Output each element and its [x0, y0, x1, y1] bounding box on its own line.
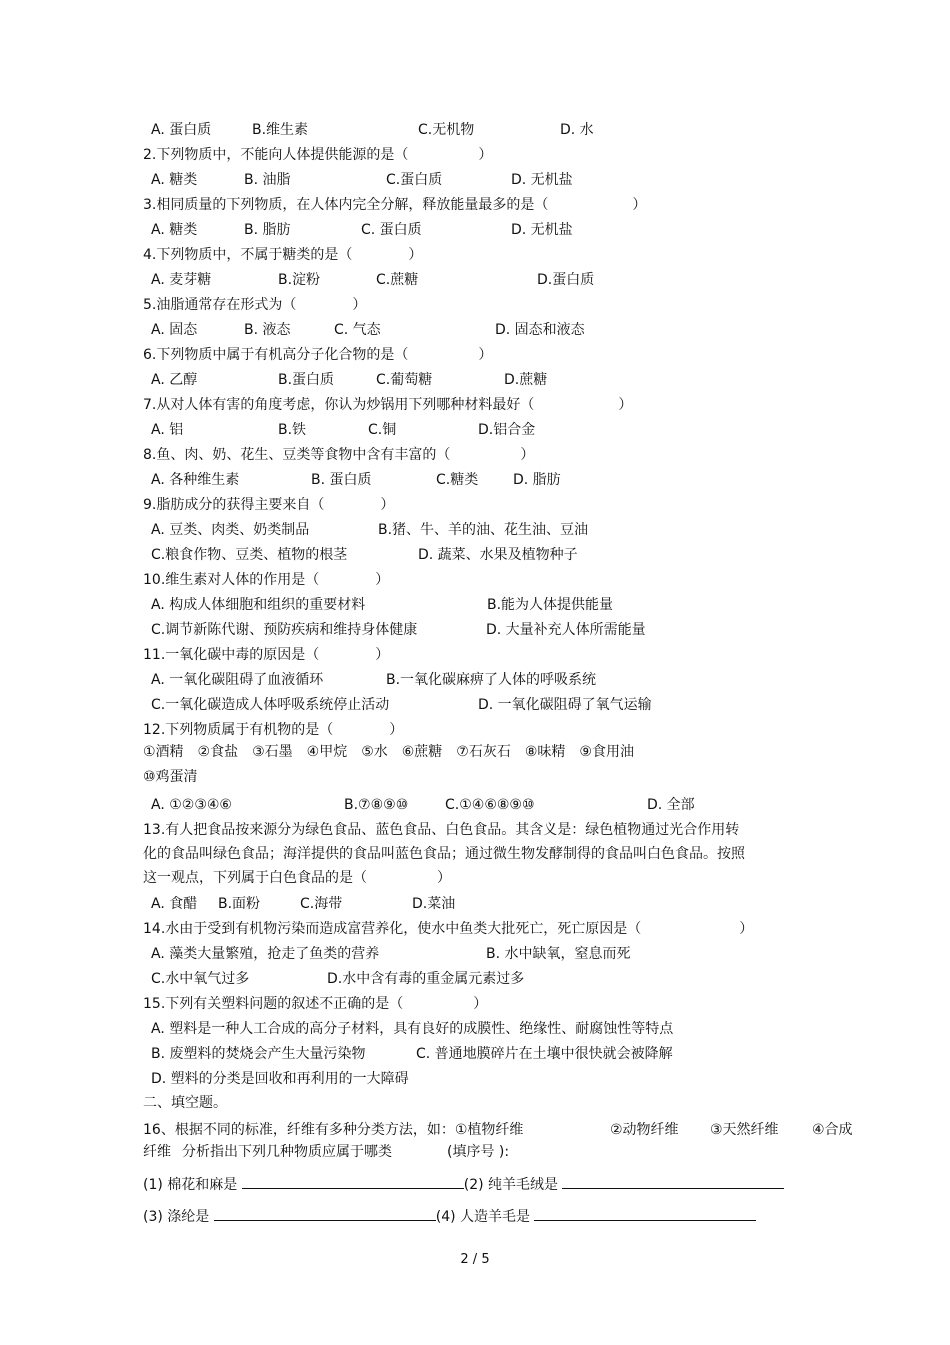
option-choice: D. 一氧化碳阻碍了氧气运输 [478, 697, 652, 713]
question-text: 8.鱼、肉、奶、花生、豆类等食物中含有丰富的（ ） [143, 447, 535, 463]
option-choice: D. 脂肪 [513, 472, 561, 488]
option-choice: ③天然纤维 [710, 1122, 779, 1138]
option-choice: C. 气态 [334, 322, 381, 338]
option-choice: A. 构成人体细胞和组织的重要材料 [151, 597, 366, 613]
option-choice: B.蛋白质 [278, 372, 335, 388]
option-choice: D. 无机盐 [511, 172, 573, 188]
option-choice: B.铁 [278, 422, 307, 438]
page-number: 2 / 5 [460, 1252, 490, 1267]
option-choice: C.铜 [368, 422, 397, 438]
option-choice: B.淀粉 [278, 272, 321, 288]
question-text: 13.有人把食品按来源分为绿色食品、蓝色食品、白色食品。其含义是：绿色植物通过光合作用转 [143, 822, 740, 838]
option-choice: A. 塑料是一种人工合成的高分子材料，具有良好的成膜性、绝缘性、耐腐蚀性等特点 [151, 1021, 674, 1037]
option-choice: B. 液态 [244, 322, 291, 338]
option-choice: D. 塑料的分类是回收和再利用的一大障碍 [151, 1071, 409, 1087]
option-choice: C.糖类 [436, 472, 479, 488]
fill-label-2: (2) 纯羊毛绒是 [463, 1177, 559, 1193]
option-choice: B. 脂肪 [244, 222, 291, 238]
option-choice: C. 普通地膜碎片在土壤中很快就会被降解 [416, 1046, 673, 1062]
option-choice: B.能为人体提供能量 [487, 597, 614, 613]
option-choice: 分析指出下列几种物质应属于哪类 [182, 1144, 392, 1160]
option-choice: A. 各种维生素 [151, 472, 240, 488]
question-text: 化的食品叫绿色食品；海洋提供的食品叫蓝色食品；通过微生物发酵制得的食品叫白色食品。按照 [143, 846, 745, 862]
question-text: 9.脂肪成分的获得主要来自（ ） [143, 497, 395, 513]
option-choice: B. 蛋白质 [311, 472, 372, 488]
question-text: ⑩鸡蛋清 [143, 769, 198, 785]
question-text: 11.一氧化碳中毒的原因是（ ） [143, 647, 390, 663]
option-choice: A. 蛋白质 [151, 122, 212, 138]
option-choice: C.蔗糖 [376, 272, 419, 288]
option-choice: A. 糖类 [151, 222, 198, 238]
option-choice: A. 糖类 [151, 172, 198, 188]
option-choice: A. 藻类大量繁殖，抢走了鱼类的营养 [151, 946, 380, 962]
option-choice: 16、根据不同的标准，纤维有多种分类方法，如：①植物纤维 [143, 1122, 524, 1138]
fill-label-4: (4) 人造羊毛是 [435, 1209, 531, 1225]
option-choice: A. 乙醇 [151, 372, 198, 388]
question-text: 二、填空题。 [143, 1095, 227, 1111]
option-choice: D.铝合金 [478, 422, 536, 438]
option-choice: B.猪、牛、羊的油、花生油、豆油 [378, 522, 589, 538]
question-text: ①酒精 ②食盐 ③石墨 ④甲烷 ⑤水 ⑥蔗糖 ⑦石灰石 ⑧味精 ⑨食用油 [143, 744, 634, 760]
question-text: 4.下列物质中，不属于糖类的是（ ） [143, 247, 423, 263]
question-text: 这一观点，下列属于白色食品的是（ ） [143, 870, 451, 886]
option-choice: C.无机物 [418, 122, 475, 138]
option-choice: D. 全部 [647, 797, 695, 813]
option-choice: 纤维 [143, 1144, 171, 1160]
option-choice: D. 无机盐 [511, 222, 573, 238]
answer-blank-4[interactable] [534, 1208, 756, 1221]
option-choice: D.水中含有毒的重金属元素过多 [327, 971, 525, 987]
option-choice: D. 水 [560, 122, 594, 138]
question-text: 6.下列物质中属于有机高分子化合物的是（ ） [143, 347, 493, 363]
option-choice: C.水中氧气过多 [151, 971, 250, 987]
option-choice: ②动物纤维 [610, 1122, 679, 1138]
option-choice: B. 废塑料的焚烧会产生大量污染物 [151, 1046, 366, 1062]
option-choice: C. 蛋白质 [361, 222, 422, 238]
option-choice: B. 油脂 [244, 172, 291, 188]
option-choice: D.蔗糖 [504, 372, 548, 388]
option-choice: A. 铝 [151, 422, 184, 438]
option-choice: C.海带 [300, 896, 343, 912]
option-choice: A. 固态 [151, 322, 198, 338]
option-choice: B.维生素 [252, 122, 309, 138]
option-choice: C.①④⑥⑧⑨⑩ [445, 797, 535, 813]
question-text: 14.水由于受到有机物污染而造成富营养化，使水中鱼类大批死亡，死亡原因是（ ） [143, 921, 754, 937]
fill-line-1 [143, 1176, 784, 1194]
option-choice: A. 一氧化碳阻碍了血液循环 [151, 672, 324, 688]
option-choice: C.粮食作物、豆类、植物的根茎 [151, 547, 348, 563]
option-choice: D. 蔬菜、水果及植物种子 [418, 547, 578, 563]
option-choice: A. 豆类、肉类、奶类制品 [151, 522, 310, 538]
question-text: 10.维生素对人体的作用是（ ） [143, 572, 390, 588]
question-text: 3.相同质量的下列物质，在人体内完全分解，释放能量最多的是（ ） [143, 197, 647, 213]
option-choice: B. 水中缺氧，窒息而死 [486, 946, 631, 962]
fill-label-3: (3) 涤纶是 [143, 1209, 210, 1225]
option-choice: (填序号 ): [447, 1144, 510, 1160]
answer-blank-2[interactable] [562, 1176, 784, 1189]
question-text: 15.下列有关塑料问题的叙述不正确的是（ ） [143, 996, 488, 1012]
option-choice: C.葡萄糖 [376, 372, 433, 388]
fill-label-1: (1) 棉花和麻是 [143, 1177, 238, 1193]
option-choice: A. 食醋 [151, 896, 198, 912]
option-choice: A. 麦芽糖 [151, 272, 212, 288]
question-text: 5.油脂通常存在形式为（ ） [143, 297, 367, 313]
option-choice: C.调节新陈代谢、预防疾病和维持身体健康 [151, 622, 418, 638]
option-choice: D.蛋白质 [537, 272, 595, 288]
answer-blank-1[interactable] [242, 1176, 464, 1189]
fill-line-2 [143, 1208, 756, 1226]
option-choice: ④合成 [812, 1122, 853, 1138]
option-choice: B.⑦⑧⑨⑩ [344, 797, 409, 813]
question-text: 7.从对人体有害的角度考虑，你认为炒锅用下列哪种材料最好（ ） [143, 397, 633, 413]
option-choice: D. 大量补充人体所需能量 [486, 622, 646, 638]
option-choice: A. ①②③④⑥ [151, 797, 232, 813]
option-choice: D. 固态和液态 [495, 322, 585, 338]
question-text: 2.下列物质中，不能向人体提供能源的是（ ） [143, 147, 493, 163]
option-choice: B.一氧化碳麻痹了人体的呼吸系统 [386, 672, 597, 688]
option-choice: C.一氧化碳造成人体呼吸系统停止活动 [151, 697, 390, 713]
question-text: 12.下列物质属于有机物的是（ ） [143, 722, 404, 738]
option-choice: D.菜油 [412, 896, 456, 912]
answer-blank-3[interactable] [214, 1208, 436, 1221]
option-choice: B.面粉 [218, 896, 261, 912]
option-choice: C.蛋白质 [386, 172, 443, 188]
